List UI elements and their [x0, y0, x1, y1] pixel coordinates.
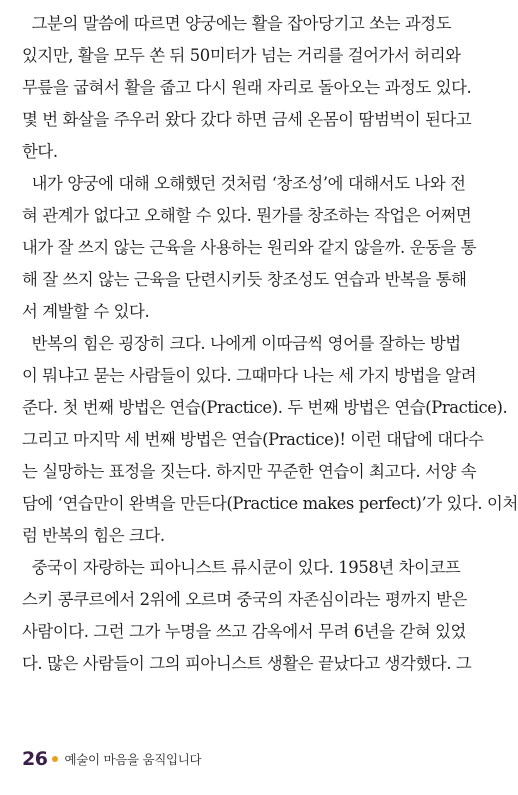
text-line: 다. 많은 사람들이 그의 피아니스트 생활은 끝났다고 생각했다. 그 — [22, 654, 472, 673]
text-line: 내가 잘 쓰지 않는 근육을 사용하는 원리와 같지 않을까. 운동을 통 — [22, 238, 477, 257]
text-line: 그리고 마지막 세 번째 방법은 연습(Practice)! 이런 대답에 대다수 — [22, 430, 484, 449]
text-line: 이 뭐냐고 묻는 사람들이 있다. 그때마다 나는 세 가지 방법을 알려 — [22, 366, 477, 385]
text-line: 해 잘 쓰지 않는 근육을 단련시키듯 창조성도 연습과 반복을 통해 — [22, 270, 467, 289]
text-line: 담에 ‘연습만이 완벽을 만든다(Practice makes perfect)’가 있다. 이처 — [22, 494, 518, 513]
text-line: 준다. 첫 번째 방법은 연습(Practice). 두 번째 방법은 연습(Practice). — [22, 398, 508, 417]
text-line: 무릎을 굽혀서 활을 줍고 다시 원래 자리로 돌아오는 과정도 있다. — [22, 78, 472, 97]
page-number: 26 — [22, 748, 48, 770]
text-line: 그분의 말씀에 따르면 양궁에는 활을 잡아당기고 쏘는 과정도 — [22, 14, 452, 33]
text-line: 반복의 힘은 굉장히 크다. 나에게 이따금씩 영어를 잘하는 방법 — [22, 334, 461, 353]
text-line: 한다. — [22, 142, 58, 161]
text-line: 혀 관계가 없다고 오해할 수 있다. 뭔가를 창조하는 작업은 어쩌면 — [22, 206, 472, 225]
text-line: 사람이다. 그런 그가 누명을 쓰고 감옥에서 무려 6년을 갇혀 있었 — [22, 622, 466, 641]
text-line: 럼 반복의 힘은 크다. — [22, 526, 165, 545]
text-line: 중국이 자랑하는 피아니스트 류시쿤이 있다. 1958년 차이코프 — [22, 558, 461, 577]
book-title: 예술이 마음을 움직입니다 — [64, 752, 202, 767]
page-footer — [22, 748, 201, 770]
text-line: 몇 번 화살을 주우러 왔다 갔다 하면 금세 온몸이 땀범벅이 된다고 — [22, 110, 472, 129]
bullet-dot-icon — [52, 756, 58, 762]
text-line: 는 실망하는 표정을 짓는다. 하지만 꾸준한 연습이 최고다. 서양 속 — [22, 462, 477, 481]
text-line: 있지만, 활을 모두 쏜 뒤 50미터가 넘는 거리를 걸어가서 허리와 — [22, 46, 461, 65]
text-line: 서 계발할 수 있다. — [22, 302, 150, 321]
body-text — [22, 8, 518, 680]
text-line: 스키 콩쿠르에서 2위에 오르며 중국의 자존심이라는 평까지 받은 — [22, 590, 467, 609]
text-line: 내가 양궁에 대해 오해했던 것처럼 ‘창조성’에 대해서도 나와 전 — [22, 174, 466, 193]
